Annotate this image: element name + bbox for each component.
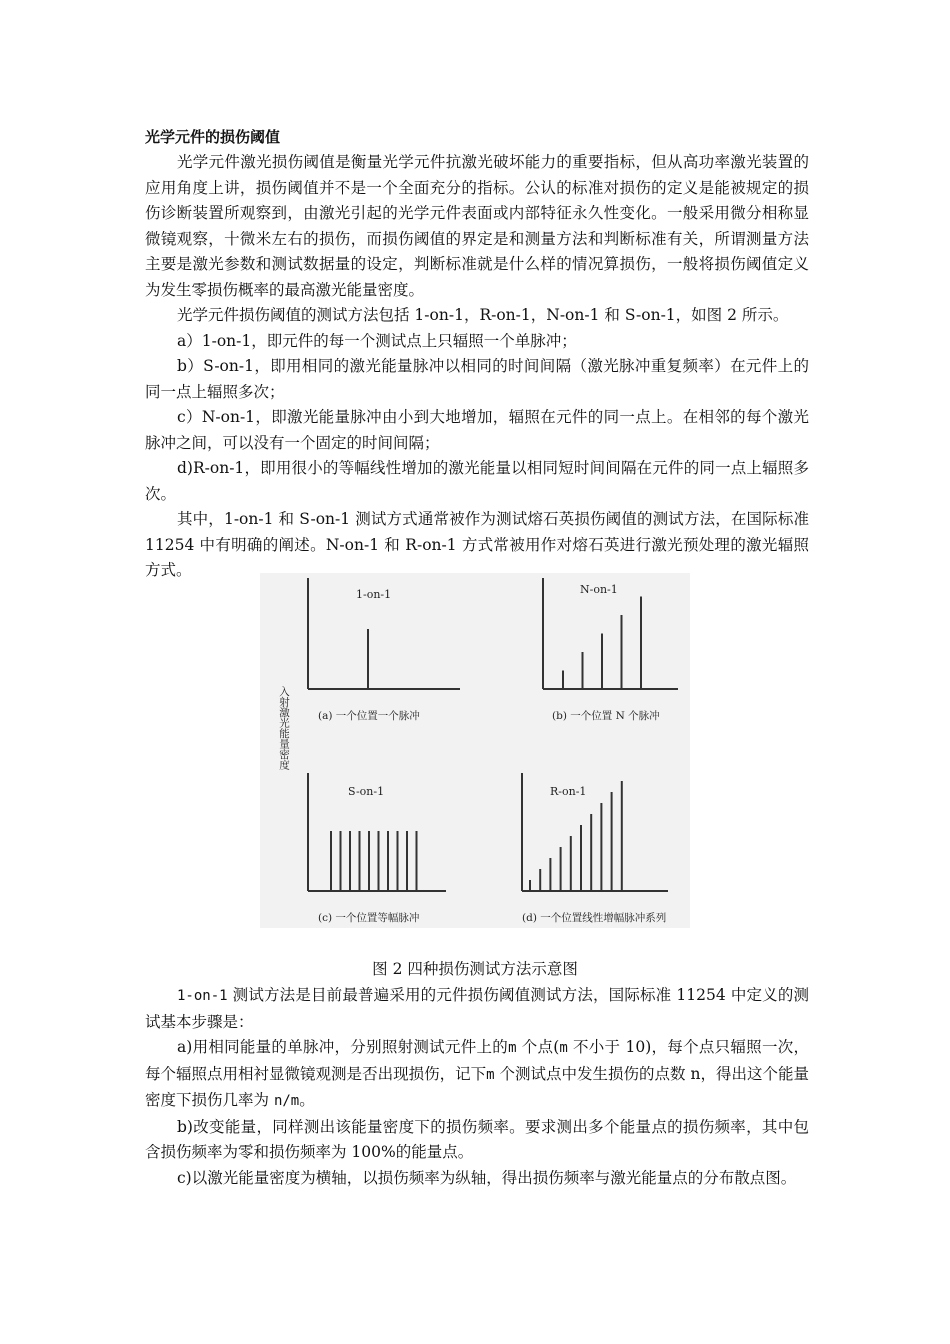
panel-caption-c: (c) 一个位置等幅脉冲 xyxy=(318,912,420,924)
variable-m: m xyxy=(486,1066,495,1083)
paragraph xyxy=(145,1035,809,1115)
panel-label-s-on-1: S-on-1 xyxy=(348,785,385,798)
figure-caption: 图 2 四种损伤测试方法示意图 xyxy=(372,960,578,978)
paragraph: a）1-on-1，即元件的每一个测试点上只辐照一个单脉冲； xyxy=(177,331,577,350)
paragraph-text: 个测试点中发生损伤的点数 n，得出这个能量密度下损伤几率为 xyxy=(145,1064,809,1109)
panel-caption-d: (d) 一个位置线性增幅脉冲系列 xyxy=(522,912,667,924)
panel-label-1-on-1: 1-on-1 xyxy=(356,588,392,601)
paragraph: 光学元件激光损伤阈值是衡量光学元件抗激光破坏能力的重要指标，但从高功率激光装置的应用角度上讲，损伤阈值并不是一个全面充分的指标。公认的标准对损伤的定义是能被规定的损伤诊断装置所观察到，由激光引起的光学元件表面或内部特征永久性变化。一般采用微分相称显微镜观察，十微米左右的损伤，而损伤阈值的界定是和测量方法和判断标准有关，所谓测量方法主要是激光参数和测试数据量的设定，判断标准就是什么样的情况算损伤，一般将损伤阈值定义为发生零损伤概率的最高激光能量密度。 xyxy=(145,153,809,299)
variable-n-over-m: n/m xyxy=(273,1093,300,1109)
variable-m: m xyxy=(508,1040,517,1056)
pulse-bars xyxy=(331,597,641,892)
paragraph: c）N-on-1，即激光能量脉冲由小到大地增加，辐照在元件的同一点上。在相邻的每个激光脉冲之间，可以没有一个固定的时间间隔； xyxy=(145,408,809,452)
paragraph: 其中，1-on-1 和 S-on-1 测试方式通常被作为测试熔石英损伤阈值的测试方法，在国际标准 11254 中有明确的阐述。N-on-1 和 R-on-1 方式常被用作对熔石英进行激光预处理的激光辐照方式。 xyxy=(145,510,809,579)
variable-m: m xyxy=(559,1040,568,1056)
paragraph-text: 。 xyxy=(299,1091,315,1109)
paragraph: b）S-on-1，即用相同的激光能量脉冲以相同的时间间隔（激光脉冲重复频率）在元件上的同一点上辐照多次； xyxy=(145,357,809,401)
panel-label-r-on-1: R-on-1 xyxy=(550,785,587,798)
top-text xyxy=(145,124,809,584)
panel-caption-b: (b) 一个位置 N 个脉冲 xyxy=(552,710,660,722)
paragraph-text: 不小于 10)，每个点只辐照一次，每个辐照点用相衬显微镜观测是否出现损伤，记下 xyxy=(145,1038,809,1083)
paragraph: c)以激光能量密度为横轴，以损伤频率为纵轴，得出损伤频率与激光能量点的分布散点图。 xyxy=(177,1168,797,1187)
paragraph: 光学元件损伤阈值的测试方法包括 1-on-1，R-on-1，N-on-1 和 S-on-1，如图 2 所示。 xyxy=(177,306,789,324)
panel-caption-a: (a) 一个位置一个脉冲 xyxy=(318,710,420,722)
section-title: 光学元件的损伤阈值 xyxy=(145,128,281,146)
bottom-text xyxy=(145,983,809,1191)
y-axis-label: 入射激光能量密度 xyxy=(278,686,290,770)
paragraph-text: 个点( xyxy=(516,1038,560,1056)
method-name: 1-on-1 xyxy=(177,988,228,1004)
paragraph: d)R-on-1，即用很小的等幅线性增加的激光能量以相同短时间间隔在元件的同一点上辐照多次。 xyxy=(145,459,809,503)
panel-label-n-on-1: N-on-1 xyxy=(580,583,618,596)
figure-2-svg xyxy=(260,573,690,928)
paragraph-text: 测试方法是目前最普遍采用的元件损伤阈值测试方法，国际标准 11254 中定义的测试基本步骤是： xyxy=(145,986,809,1031)
paragraph: b)改变能量，同样测出该能量密度下的损伤频率。要求测出多个能量点的损伤频率，其中包含损伤频率为零和损伤频率为 100%的能量点。 xyxy=(145,1117,809,1161)
paragraph xyxy=(145,983,809,1035)
figure-2 xyxy=(260,573,690,928)
paragraph-text: a)用相同能量的单脉冲，分别照射测试元件上的 xyxy=(177,1038,509,1056)
